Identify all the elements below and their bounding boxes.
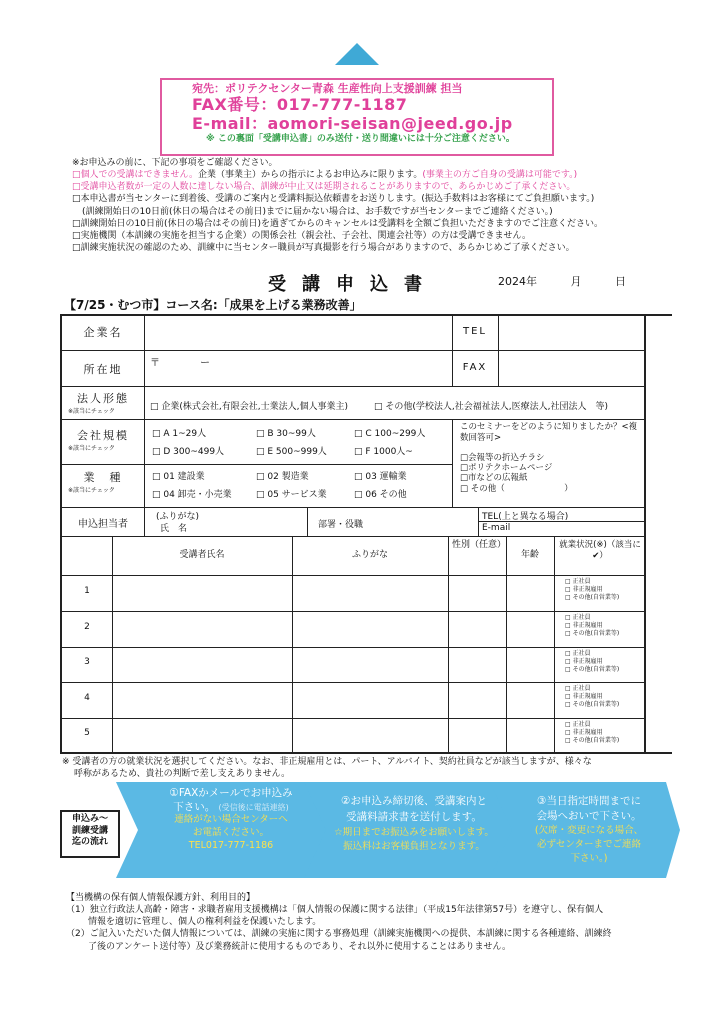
status-options[interactable]	[565, 685, 619, 708]
col-status-header: 就業状況(※)（該当に✔）	[559, 540, 641, 562]
note-1	[72, 169, 662, 181]
status-regular[interactable]: □ 正社員	[565, 650, 591, 657]
triangle-marker	[335, 43, 379, 65]
col-kana-header: ふりがな	[351, 550, 388, 560]
industry-06[interactable]: □ 06 その他	[354, 490, 407, 500]
destination-box	[160, 78, 554, 156]
seminar-question: このセミナーをどのように知りましたか？<複数回答可>	[460, 422, 638, 444]
step1-note: (受信後に電話連絡)	[218, 803, 289, 813]
notes-intro: ※お申込みの前に、下記の事項をご確認ください。	[72, 158, 278, 168]
fax-label: FAX	[462, 362, 488, 373]
fax-number: FAX番号：017-777-1187	[192, 94, 408, 114]
corp-form-label: 法人形態	[77, 392, 129, 405]
corp-option-company[interactable]: □ 企業(株式会社,有限会社,士業法人,個人事業主)	[150, 402, 348, 412]
size-a[interactable]: □ A 1~29人	[152, 429, 207, 439]
step1-tel: TEL017-777-1186	[188, 839, 274, 851]
source-other[interactable]: □ その他（ ）	[460, 483, 573, 494]
status-nonregular[interactable]: □ 非正規雇用	[565, 657, 603, 665]
note-6: □訓練実施状況の確認のため、訓練中に当センター職員が写真撮影を行う場合がありますので、あらかじめご了承ください。	[72, 242, 575, 253]
note-3b: (訓練開始日の10日前(休日の場合はその前日)までに届かない場合は、お手数ですが当センターまでご連絡ください。)	[82, 206, 553, 217]
step2-line1: ②お申込み締切後、受講案内と	[341, 795, 487, 807]
note-1b: 企業（事業主）からの指示によるお申込みに限ります。	[198, 170, 423, 181]
status-other[interactable]: □ その他(自営業等)	[565, 593, 620, 601]
step3-line4: 必ずセンターまでご連絡	[536, 839, 642, 851]
send-warning: ※ この裏面「受講申込書」のみ送付・送り間違いには十分ご注意ください。	[206, 133, 515, 144]
flow-step-3	[512, 794, 666, 866]
contact-furigana: (ふりがな)	[156, 512, 200, 522]
source-newsletter[interactable]: □市などの広報紙	[460, 473, 528, 484]
step2-line3: ☆期日までお振込みをお願いします。	[334, 826, 494, 838]
course-name: 【7/25・むつ市】コース名:「成果を上げる業務改善」	[64, 298, 362, 312]
size-b[interactable]: □ B 30~99人	[256, 429, 316, 439]
row-number: 2	[84, 622, 90, 632]
industry-04[interactable]: □ 04 卸売・小売業	[152, 490, 232, 500]
date-month: 月	[570, 275, 582, 288]
industry-label: 業 種	[83, 471, 123, 484]
step2-line2: 受講料請求書を送付します。	[346, 810, 482, 823]
postal-dash: ー	[200, 358, 210, 369]
status-options[interactable]	[565, 721, 619, 744]
step1-line3: 連絡がない場合センターへ	[174, 814, 288, 826]
size-e[interactable]: □ E 500~999人	[256, 447, 327, 457]
contact-dept: 部署・役職	[318, 520, 364, 530]
company-label: 企業名	[83, 326, 123, 339]
corp-option-other[interactable]: □ その他(学校法人,社会福祉法人,医療法人,社団法人 等)	[374, 402, 608, 412]
flow-step-2	[326, 794, 502, 854]
size-c[interactable]: □ C 100~299人	[354, 429, 426, 439]
status-options[interactable]	[565, 578, 619, 601]
step1-line2	[146, 800, 316, 814]
status-nonregular[interactable]: □ 非正規雇用	[565, 621, 603, 629]
col-age-header: 年齢	[520, 550, 539, 560]
privacy-policy	[66, 892, 686, 953]
row-number: 1	[84, 586, 90, 596]
industry-02[interactable]: □ 02 製造業	[256, 472, 309, 482]
note-1c: (事業主の方ご自身の受講は可能です。)	[422, 170, 578, 181]
size-label: 会社規模	[77, 429, 129, 442]
contact-email: E-mail	[482, 523, 511, 533]
status-regular[interactable]: □ 正社員	[565, 685, 591, 692]
footnote-line1: ※ 受講者の方の就業状況を選択してください。なお、非正規雇用とは、パート、アルバイト、契約社員などが該当しますが、様々な	[62, 757, 592, 767]
step1-line1: ①FAXかメールでお申込み	[169, 787, 293, 799]
note-1a: □個人での受講はできません。	[72, 170, 199, 181]
privacy-p1: （1）独立行政法人高齢・障害・求職者雇用支援機構は「個人情報の保護に関する法律」（平成15年法律第57号）を遵守し、保有個人	[66, 905, 604, 916]
application-form	[60, 314, 672, 754]
status-other[interactable]: □ その他(自営業等)	[565, 665, 620, 673]
contact-name: 氏 名	[160, 524, 188, 534]
status-options[interactable]	[565, 650, 619, 673]
step3-line3: (欠席・変更になる場合、	[534, 825, 644, 837]
note-4: □訓練開始日の10日前(休日の場合はその前日)を過ぎてからのキャンセルは受講料を全額ご負担いただきますのでご注意ください。	[72, 218, 603, 229]
flow-label-box	[60, 810, 120, 858]
note-2: □受講申込者数が一定の人数に達しない場合、訓練が中止又は延期されることがありますので、あらかじめご了承ください。	[72, 182, 576, 193]
form-title: 受講申込書	[268, 274, 438, 295]
row-number: 3	[84, 657, 90, 667]
status-regular[interactable]: □ 正社員	[565, 614, 591, 621]
flow-label-3: 迄の流れ	[71, 837, 108, 848]
status-regular[interactable]: □ 正社員	[565, 578, 591, 585]
size-note: ※該当にチェック	[68, 445, 115, 452]
status-other[interactable]: □ その他(自営業等)	[565, 700, 620, 708]
tel-label: TEL	[463, 326, 487, 337]
step1-line4: お電話ください。	[192, 827, 269, 839]
contact-label: 申込担当者	[78, 519, 128, 530]
notes-block	[72, 157, 662, 254]
address-label: 所在地	[83, 363, 123, 376]
privacy-title: 【当機構の保有個人情報保護方針、利用目的】	[66, 893, 256, 903]
industry-01[interactable]: □ 01 建設業	[152, 472, 205, 482]
date-day: 日	[615, 275, 626, 288]
industry-03[interactable]: □ 03 運輸業	[354, 472, 407, 482]
row-number: 4	[84, 693, 90, 703]
footnote-line2: 呼称があるため、貴社の判断で差し支えありません。	[74, 769, 291, 780]
form-date	[498, 273, 626, 289]
note-3: □本申込書が当センターに到着後、受講のご案内と受講料振込依頼書をお送りします。(振込手数料はお客様にてご負担願います。)	[72, 194, 595, 205]
date-year: 2024年	[498, 275, 537, 288]
corp-form-note: ※該当にチェック	[68, 408, 115, 415]
status-nonregular[interactable]: □ 非正規雇用	[565, 728, 603, 736]
note-5: □実施機関（本訓練の実施を担当する企業）の関係会社（親会社、子会社、関連会社等）の方は受講できません。	[72, 230, 532, 241]
row-number: 5	[84, 728, 90, 738]
status-other[interactable]: □ その他(自営業等)	[565, 629, 620, 637]
step3-line5: 下さい。)	[570, 852, 608, 864]
status-other[interactable]: □ その他(自営業等)	[565, 736, 620, 744]
industry-05[interactable]: □ 05 サービス業	[256, 490, 327, 500]
source-website[interactable]: □ポリテクホームページ	[460, 463, 553, 474]
postal-mark: 〒	[150, 358, 160, 369]
step1-text: 下さい。	[173, 801, 216, 814]
industry-note: ※該当にチェック	[68, 487, 115, 494]
privacy-p2b: 了後のアンケート送付等）及び業務統計に使用するものであり、それ以外に使用することはありません。	[88, 941, 512, 952]
col-name-header: 受講者氏名	[179, 550, 225, 560]
flow-step-1	[146, 786, 316, 853]
status-footnote	[62, 756, 682, 780]
step2-line4: 振込料はお客様負担となります。	[343, 840, 485, 852]
flow-label-1: 申込み～	[71, 814, 108, 824]
status-nonregular[interactable]: □ 非正規雇用	[565, 692, 603, 700]
process-flow	[60, 780, 680, 880]
contact-tel-other: TEL(上と異なる場合)	[482, 512, 569, 522]
privacy-p2: （2）ご記入いただいた個人情報については、訓練の実施に関する事務処理（訓練実施機関への提供、本訓練に関する各種連絡、訓練終	[66, 929, 612, 940]
size-f[interactable]: □ F 1000人~	[354, 447, 413, 457]
step3-line1: ③当日指定時間までに	[537, 795, 641, 807]
col-sex-header: 性別（任意）	[452, 540, 507, 550]
source-list	[460, 453, 573, 494]
destination-line: 宛先：ポリテクセンター青森 生産性向上支援訓練 担当	[192, 82, 463, 95]
step3-line2: 会場へおいで下さい。	[536, 810, 642, 823]
source-flyer[interactable]: □会報等の折込チラシ	[460, 453, 545, 463]
size-d[interactable]: □ D 300~499人	[152, 447, 225, 457]
privacy-p1b: 情報を適切に管理し、個人の権利利益を保護いたします。	[88, 917, 322, 928]
flow-label-2: 訓練受講	[71, 825, 108, 836]
email-address: E-mail：aomori-seisan@jeed.go.jp	[192, 113, 513, 133]
status-nonregular[interactable]: □ 非正規雇用	[565, 585, 603, 593]
status-regular[interactable]: □ 正社員	[565, 721, 591, 728]
status-options[interactable]	[565, 614, 619, 637]
